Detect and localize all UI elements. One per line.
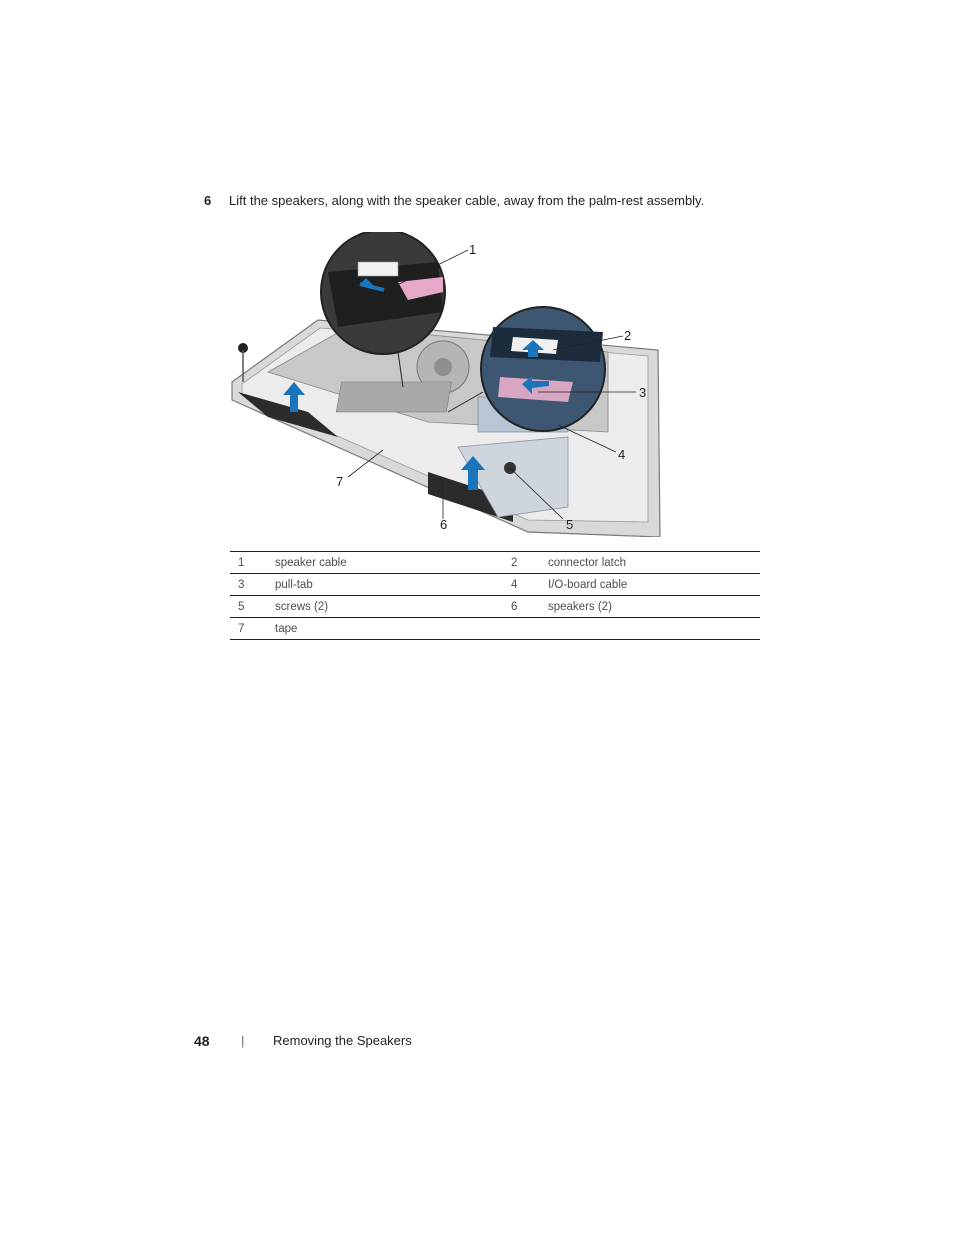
legend-number: 2 bbox=[503, 552, 548, 574]
legend-number: 3 bbox=[230, 574, 275, 596]
table-row bbox=[230, 552, 760, 574]
legend-number: 6 bbox=[503, 596, 548, 618]
legend-description: tape bbox=[275, 618, 503, 640]
step-text: Lift the speakers, along with the speaker cable, away from the palm-rest assembly. bbox=[229, 193, 705, 208]
legend-number: 5 bbox=[230, 596, 275, 618]
legend-number: 1 bbox=[230, 552, 275, 574]
step-number: 6 bbox=[204, 193, 212, 208]
legend-number: 4 bbox=[503, 574, 548, 596]
table-row bbox=[230, 618, 760, 640]
speaker-removal-illustration bbox=[228, 232, 668, 537]
legend-description: I/O-board cable bbox=[548, 574, 760, 596]
footer-separator: | bbox=[241, 1033, 245, 1048]
legend-description: speakers (2) bbox=[548, 596, 760, 618]
callout-6: 6 bbox=[440, 517, 448, 532]
callout-legend-table bbox=[230, 551, 760, 640]
callout-2: 2 bbox=[624, 328, 632, 343]
legend-number bbox=[503, 618, 548, 640]
callout-1: 1 bbox=[469, 242, 477, 257]
callout-4: 4 bbox=[618, 447, 626, 462]
legend-description: connector latch bbox=[548, 552, 760, 574]
legend-description: screws (2) bbox=[275, 596, 503, 618]
callout-3: 3 bbox=[639, 385, 647, 400]
legend-description bbox=[548, 618, 760, 640]
callout-7: 7 bbox=[336, 474, 344, 489]
table-row bbox=[230, 596, 760, 618]
callout-5: 5 bbox=[566, 517, 574, 532]
page-number: 48 bbox=[194, 1033, 210, 1049]
table-row bbox=[230, 574, 760, 596]
legend-description: pull-tab bbox=[275, 574, 503, 596]
section-title: Removing the Speakers bbox=[273, 1033, 412, 1048]
legend-description: speaker cable bbox=[275, 552, 503, 574]
legend-number: 7 bbox=[230, 618, 275, 640]
